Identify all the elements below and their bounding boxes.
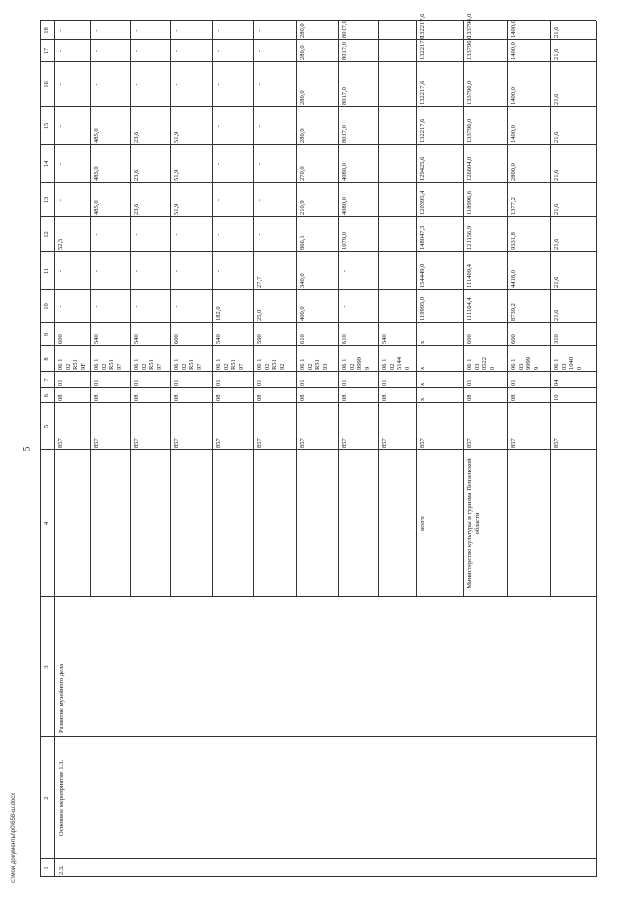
subsection-code-cell: 01: [466, 379, 473, 386]
value-cell-col-17: 132217,6: [419, 35, 426, 60]
ministry-code-cell: 857: [57, 438, 64, 448]
value-cell-col-10: -: [133, 305, 140, 308]
value-cell-col-11: -: [341, 269, 348, 273]
section-code-cell: 08: [466, 394, 473, 401]
ministry-code-cell: 857: [299, 438, 306, 448]
value-cell-col-16: 21,6: [553, 93, 560, 105]
target-article-cell: 06 1 03 1040 0: [553, 357, 583, 370]
value-cell-col-15: -: [256, 124, 263, 128]
target-article-cell: х: [419, 366, 426, 370]
section-code-cell: 10: [553, 394, 560, 401]
grid-col-line: [40, 289, 596, 290]
subsection-code-cell: 01: [173, 379, 180, 386]
grid-row-line: [550, 21, 551, 597]
ministry-code-cell: 857: [341, 438, 348, 448]
value-cell-col-17: -: [93, 49, 100, 53]
value-cell-col-17: -: [215, 49, 222, 53]
value-cell-col-13: 21,6: [553, 203, 560, 215]
value-cell-col-18: -: [57, 29, 64, 32]
value-cell-col-12: 21,6: [553, 238, 560, 250]
value-cell-col-16: -: [256, 83, 263, 86]
value-cell-col-15: -: [57, 124, 64, 128]
value-cell-col-14: 485,0: [93, 166, 100, 181]
value-cell-col-10: 119995,0: [419, 296, 426, 321]
subsection-code-cell: 04: [553, 379, 560, 386]
expense-type-cell: 600: [466, 334, 473, 344]
value-cell-col-18: 8017,0: [341, 20, 348, 38]
value-cell-col-14: 270,0: [299, 166, 306, 181]
grid-row-line: [130, 21, 131, 597]
ministry-code-cell: 857: [93, 438, 100, 448]
value-cell-col-13: 485,0: [93, 200, 100, 215]
value-cell-col-14: 21,6: [553, 169, 560, 181]
ministry-code-cell: 857: [173, 438, 180, 448]
grid-col-line: [40, 144, 596, 145]
value-cell-col-17: 21,6: [553, 48, 560, 60]
value-cell-col-16: -: [93, 83, 100, 86]
value-cell-col-12: -: [215, 233, 222, 236]
grid-col-line: [40, 371, 596, 372]
value-cell-col-15: 8017,0: [341, 125, 348, 143]
ministry-code-cell: 857: [553, 438, 560, 448]
value-cell-col-12: 9331,8: [510, 232, 517, 250]
value-cell-col-11: -: [215, 269, 222, 273]
footer-path: c:\мои документы\p0\658-ш.docx: [11, 792, 17, 883]
grid-col-line: [40, 858, 596, 859]
value-cell-col-13: -: [256, 198, 263, 202]
value-cell-col-18: -: [133, 29, 140, 32]
subsection-code-cell: 01: [510, 379, 517, 386]
value-cell-col-13: 118996,6: [466, 190, 473, 215]
value-cell-col-12: 148047,3: [419, 225, 426, 250]
grid-row-line: [54, 21, 55, 877]
grid-col-line: [40, 39, 596, 40]
value-cell-col-16: -: [57, 83, 64, 86]
grid-row-line: [378, 21, 379, 597]
grid-row-line: [596, 21, 597, 877]
value-cell-col-10: 8739,2: [510, 303, 517, 321]
value-cell-col-18: 132217,6: [419, 13, 426, 38]
grid-row-line: [253, 21, 254, 597]
header-col-16: 16: [43, 81, 50, 88]
grid-col-line: [40, 61, 596, 62]
header-col-18: 18: [43, 27, 50, 34]
value-cell-col-13: 51,9: [173, 203, 180, 215]
executor-cell: Министерство культуры и туризма Пензенской области: [466, 458, 481, 589]
subsection-code-cell: х: [419, 382, 426, 386]
value-cell-col-12: -: [133, 233, 140, 236]
value-cell-col-13: 4080,0: [341, 197, 348, 215]
expense-type-cell: х: [419, 340, 426, 344]
target-article-cell: 06 1 02 R51 9F: [57, 358, 87, 370]
value-cell-col-17: -: [173, 49, 180, 53]
subsection-code-cell: 01: [133, 379, 140, 386]
section-code-cell: 08: [173, 394, 180, 401]
value-cell-col-13: 1377,2: [510, 197, 517, 215]
target-article-cell: 06 1 03 9999 9: [510, 357, 540, 370]
value-cell-col-11: 111409,4: [466, 264, 473, 288]
header-col-6: 6: [43, 393, 50, 398]
expense-type-cell: 600: [57, 334, 64, 344]
ministry-code-cell: 857: [381, 438, 388, 448]
target-article-cell: 06 1 02 R51 97: [215, 358, 245, 370]
section-code-cell: 08: [57, 394, 64, 401]
grid-col-line: [40, 345, 596, 346]
target-article-cell: 06 1 02 R51 93: [299, 358, 329, 370]
value-cell-col-11: 154449,0: [419, 263, 426, 288]
section-code-cell: 08: [510, 394, 517, 401]
value-cell-col-14: -: [57, 162, 64, 166]
grid-row-line: [296, 21, 297, 597]
grid-row-line: [507, 21, 508, 597]
value-cell-col-11: -: [133, 269, 140, 273]
grid-col-line: [40, 387, 596, 388]
value-cell-col-15: 280,0: [299, 128, 306, 143]
expense-type-cell: 540: [93, 334, 100, 344]
ministry-code-cell: 857: [215, 438, 222, 448]
value-cell-col-12: -: [256, 233, 263, 236]
value-cell-col-17: 8017,0: [341, 42, 348, 60]
grid-col-line: [40, 106, 596, 107]
value-cell-col-15: 51,9: [173, 131, 180, 143]
event-name: Основное мероприятие 1.3.: [58, 760, 65, 836]
value-cell-col-14: 126604,0: [466, 156, 473, 181]
value-cell-col-18: 133796,0: [466, 13, 473, 38]
value-cell-col-13: 23,6: [133, 203, 140, 215]
value-cell-col-11: 4418,0: [510, 270, 517, 288]
expense-type-cell: 610: [299, 334, 306, 344]
value-cell-col-17: -: [256, 49, 263, 53]
value-cell-col-12: -: [173, 233, 180, 236]
header-col-9: 9: [43, 332, 50, 337]
value-cell-col-10: 182,0: [215, 306, 222, 321]
value-cell-col-18: -: [173, 29, 180, 32]
value-cell-col-16: 133796,0: [466, 80, 473, 105]
value-cell-col-18: 21,6: [553, 26, 560, 38]
event-description: Развитие музейного дела: [58, 663, 65, 733]
value-cell-col-15: 133796,0: [466, 118, 473, 143]
expense-type-cell: 610: [341, 334, 348, 344]
value-cell-col-10: -: [173, 305, 180, 308]
value-cell-col-12: -: [93, 233, 100, 236]
value-cell-col-13: 210,9: [299, 200, 306, 215]
value-cell-col-15: 21,6: [553, 131, 560, 143]
row-number: 2.3.: [58, 865, 65, 875]
subsection-code-cell: 01: [256, 379, 263, 386]
target-article-cell: 06 1 02 R51 92: [256, 358, 286, 370]
header-col-10: 10: [43, 303, 50, 310]
value-cell-col-13: -: [57, 198, 64, 202]
value-cell-col-11: -: [93, 269, 100, 273]
target-article-cell: 06 1 03 0522 0: [466, 357, 496, 370]
section-code-cell: 08: [133, 394, 140, 401]
value-cell-col-16: 132217,6: [419, 80, 426, 105]
value-cell-col-10: 21,6: [553, 309, 560, 321]
value-cell-col-12: 1079,0: [341, 232, 348, 250]
target-article-cell: 06 1 02 R51 97: [133, 358, 163, 370]
expense-type-cell: 600: [510, 334, 517, 344]
value-cell-col-16: -: [215, 83, 222, 86]
page-number: 5: [21, 446, 32, 452]
grid-row-line: [338, 21, 339, 597]
grid-col-line: [40, 449, 596, 450]
value-cell-col-10: -: [341, 305, 348, 308]
header-col-8: 8: [43, 357, 50, 361]
expense-type-cell: 540: [381, 334, 388, 344]
ministry-code-cell: 857: [466, 438, 473, 448]
header-col-15: 15: [43, 122, 50, 130]
value-cell-col-14: 129425,6: [419, 156, 426, 181]
header-col-5: 5: [43, 424, 50, 429]
header-col-13: 13: [43, 196, 50, 204]
grid-col-line: [40, 251, 596, 252]
subsection-code-cell: 01: [93, 379, 100, 386]
header-col-7: 7: [43, 378, 50, 382]
grid-col-line: [40, 182, 596, 183]
value-cell-col-14: 51,9: [173, 169, 180, 181]
subsection-code-cell: 01: [341, 379, 348, 386]
value-cell-col-17: -: [133, 49, 140, 53]
value-cell-col-18: 1400,0: [510, 20, 517, 38]
value-cell-col-11: 21,6: [553, 276, 560, 288]
value-cell-col-10: -: [57, 305, 64, 308]
value-cell-col-11: -: [173, 269, 180, 273]
value-cell-col-11: -: [57, 269, 64, 273]
value-cell-col-16: 280,0: [299, 90, 306, 105]
value-cell-col-12: 121156,9: [466, 225, 473, 250]
value-cell-col-16: -: [173, 83, 180, 86]
value-cell-col-11: 340,0: [299, 273, 306, 288]
grid-col-line: [40, 596, 596, 597]
target-article-cell: 06 1 02 R51 97: [173, 358, 203, 370]
value-cell-col-15: 485,0: [93, 128, 100, 143]
grid-row-line: [170, 21, 171, 597]
grid-col-line: [40, 876, 596, 877]
value-cell-col-10: -: [93, 305, 100, 308]
expense-type-cell: 540: [133, 334, 140, 344]
grid-col-line: [40, 216, 596, 217]
value-cell-col-17: 280,0: [299, 45, 306, 60]
value-cell-col-16: 1400,0: [510, 87, 517, 105]
subsection-code-cell: 01: [381, 379, 388, 386]
value-cell-col-18: -: [256, 29, 263, 32]
value-cell-col-10: 111164,4: [466, 297, 473, 321]
header-col-11: 11: [43, 267, 50, 275]
grid-col-line: [40, 736, 596, 737]
value-cell-col-14: 4080,0: [341, 163, 348, 181]
subsection-code-cell: 01: [299, 379, 306, 386]
value-cell-col-14: -: [215, 162, 222, 166]
section-code-cell: 08: [299, 394, 306, 401]
value-cell-col-16: -: [133, 83, 140, 86]
section-code-cell: 08: [215, 394, 222, 401]
rotated-table: [40, 13, 596, 877]
header-col-17: 17: [43, 47, 50, 55]
subsection-code-cell: 01: [57, 379, 64, 386]
value-cell-col-18: 280,0: [299, 23, 306, 38]
ministry-code-cell: 857: [256, 438, 263, 448]
value-cell-col-10: 25,0: [256, 309, 263, 321]
ministry-code-cell: 857: [133, 438, 140, 448]
value-cell-col-14: 2800,0: [510, 163, 517, 181]
expense-type-cell: 540: [215, 334, 222, 344]
value-cell-col-10: 400,0: [299, 306, 306, 321]
budget-table: [40, 13, 596, 877]
subsection-code-cell: 01: [215, 379, 222, 386]
target-article-cell: 06 1 02 5144 0: [381, 357, 411, 370]
grid-row-line: [90, 21, 91, 597]
grid-row-line: [416, 21, 417, 597]
grid-col-line: [40, 402, 596, 403]
value-cell-col-15: 23,6: [133, 131, 140, 143]
target-article-cell: 06 1 02 9999 9: [341, 357, 371, 370]
value-cell-col-12: 866,1: [299, 235, 306, 250]
executor-cell: всего: [419, 516, 426, 531]
value-cell-col-13: 120395,4: [419, 190, 426, 215]
section-code-cell: 08: [341, 394, 348, 401]
value-cell-col-16: 8017,0: [341, 87, 348, 105]
value-cell-col-17: 133796,0: [466, 35, 473, 60]
expense-type-cell: 310: [553, 334, 560, 344]
value-cell-col-14: -: [256, 162, 263, 166]
value-cell-col-14: 23,6: [133, 169, 140, 181]
grid-row-line: [212, 21, 213, 597]
header-col-14: 14: [43, 160, 50, 168]
value-cell-col-15: -: [215, 124, 222, 128]
expense-type-cell: 600: [173, 334, 180, 344]
header-col-12: 12: [43, 231, 50, 238]
value-cell-col-13: -: [215, 198, 222, 202]
ministry-code-cell: 857: [419, 438, 426, 448]
expense-type-cell: 590: [256, 334, 263, 344]
value-cell-col-18: -: [93, 29, 100, 32]
grid-row-line: [463, 21, 464, 597]
header-col-1: 1: [43, 866, 50, 870]
target-article-cell: 06 1 02 R51 97: [93, 358, 123, 370]
section-code-cell: 08: [93, 394, 100, 401]
section-code-cell: 08: [256, 394, 263, 401]
ministry-code-cell: 857: [510, 438, 517, 448]
header-col-4: 4: [43, 521, 50, 526]
value-cell-col-18: -: [215, 29, 222, 32]
value-cell-col-12: 52,5: [57, 238, 64, 250]
section-code-cell: 08: [381, 394, 388, 401]
grid-col-line: [40, 322, 596, 323]
header-col-2: 2: [43, 796, 50, 800]
value-cell-col-15: 1400,0: [510, 125, 517, 143]
value-cell-col-17: 1400,0: [510, 42, 517, 60]
header-col-3: 3: [43, 665, 50, 669]
value-cell-col-17: -: [57, 49, 64, 53]
value-cell-col-15: 132217,6: [419, 118, 426, 143]
value-cell-col-11: 27,7: [256, 276, 263, 288]
section-code-cell: х: [419, 397, 426, 401]
